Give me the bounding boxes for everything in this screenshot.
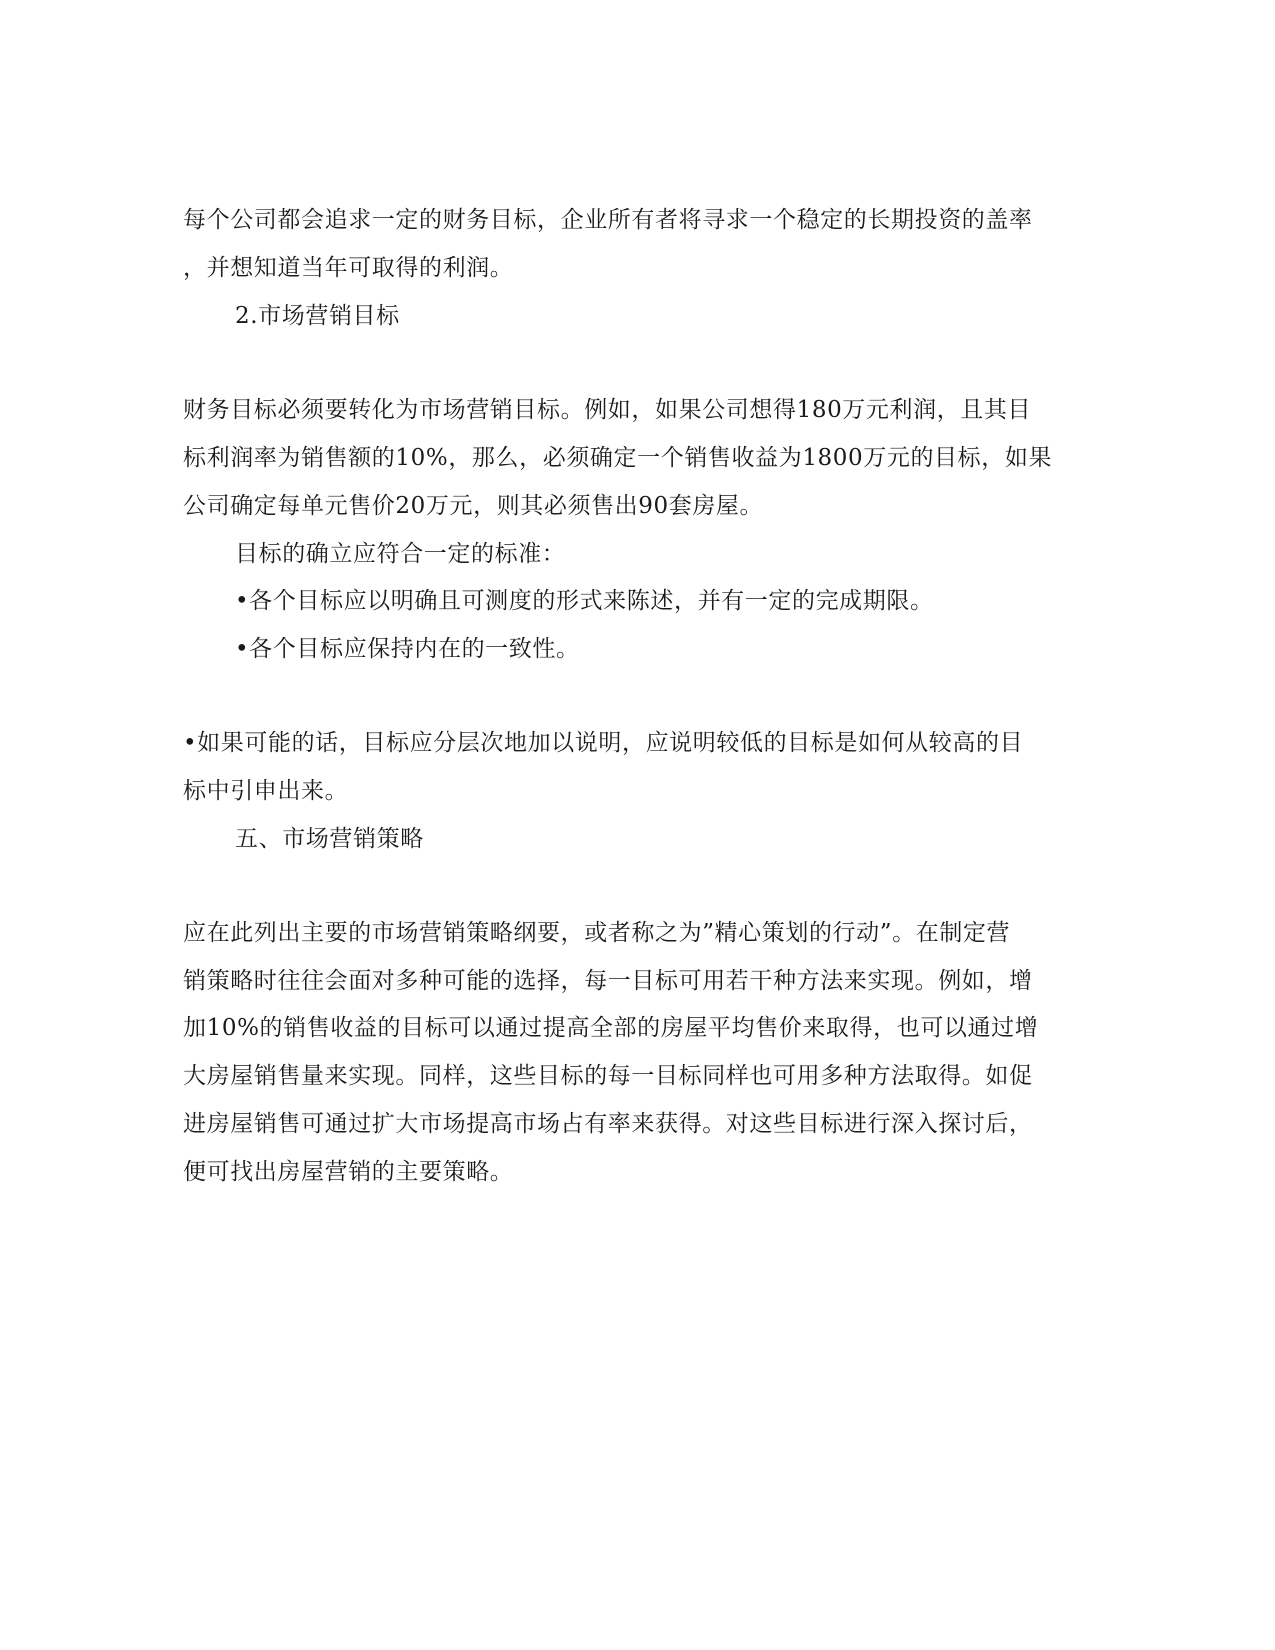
- bullet-item: •各个目标应保持内在的一致性。: [235, 636, 580, 662]
- bullet-item: •各个目标应以明确且可测度的形式来陈述，并有一定的完成期限。: [235, 588, 934, 614]
- paragraph-line: 大房屋销售量来实现。同样，这些目标的每一目标同样也可用多种方法取得。如促: [183, 1063, 1033, 1089]
- paragraph-line: ，并想知道当年可取得的利润。: [183, 255, 514, 281]
- paragraph-line: 目标的确立应符合一定的标准：: [235, 541, 566, 567]
- paragraph-line: 财务目标必须要转化为市场营销目标。例如，如果公司想得180万元利润，且其目: [183, 397, 1032, 423]
- bullet-item: •如果可能的话，目标应分层次地加以说明，应说明较低的目标是如何从较高的目: [183, 730, 1024, 756]
- section-heading: 2.市场营销目标: [235, 303, 400, 329]
- section-heading: 五、市场营销策略: [235, 826, 424, 852]
- paragraph-line: 公司确定每单元售价20万元，则其必须售出90套房屋。: [183, 493, 764, 519]
- paragraph-line: 每个公司都会追求一定的财务目标，企业所有者将寻求一个稳定的长期投资的盖率: [183, 207, 1033, 233]
- paragraph-line: 销策略时往往会面对多种可能的选择，每一目标可用若干种方法来实现。例如，增: [183, 968, 1033, 994]
- paragraph-line: 标利润率为销售额的10%，那么，必须确定一个销售收益为1800万元的目标，如果: [183, 445, 1053, 471]
- paragraph-line: 标中引申出来。: [183, 778, 349, 804]
- paragraph-line: 加10%的销售收益的目标可以通过提高全部的房屋平均售价来取得，也可以通过增: [183, 1015, 1039, 1041]
- paragraph-line: 便可找出房屋营销的主要策略。: [183, 1159, 514, 1185]
- paragraph-line: 应在此列出主要的市场营销策略纲要，或者称之为”精心策划的行动”。在制定营: [183, 920, 1011, 946]
- paragraph-line: 进房屋销售可通过扩大市场提高市场占有率来获得。对这些目标进行深入探讨后，: [183, 1111, 1033, 1137]
